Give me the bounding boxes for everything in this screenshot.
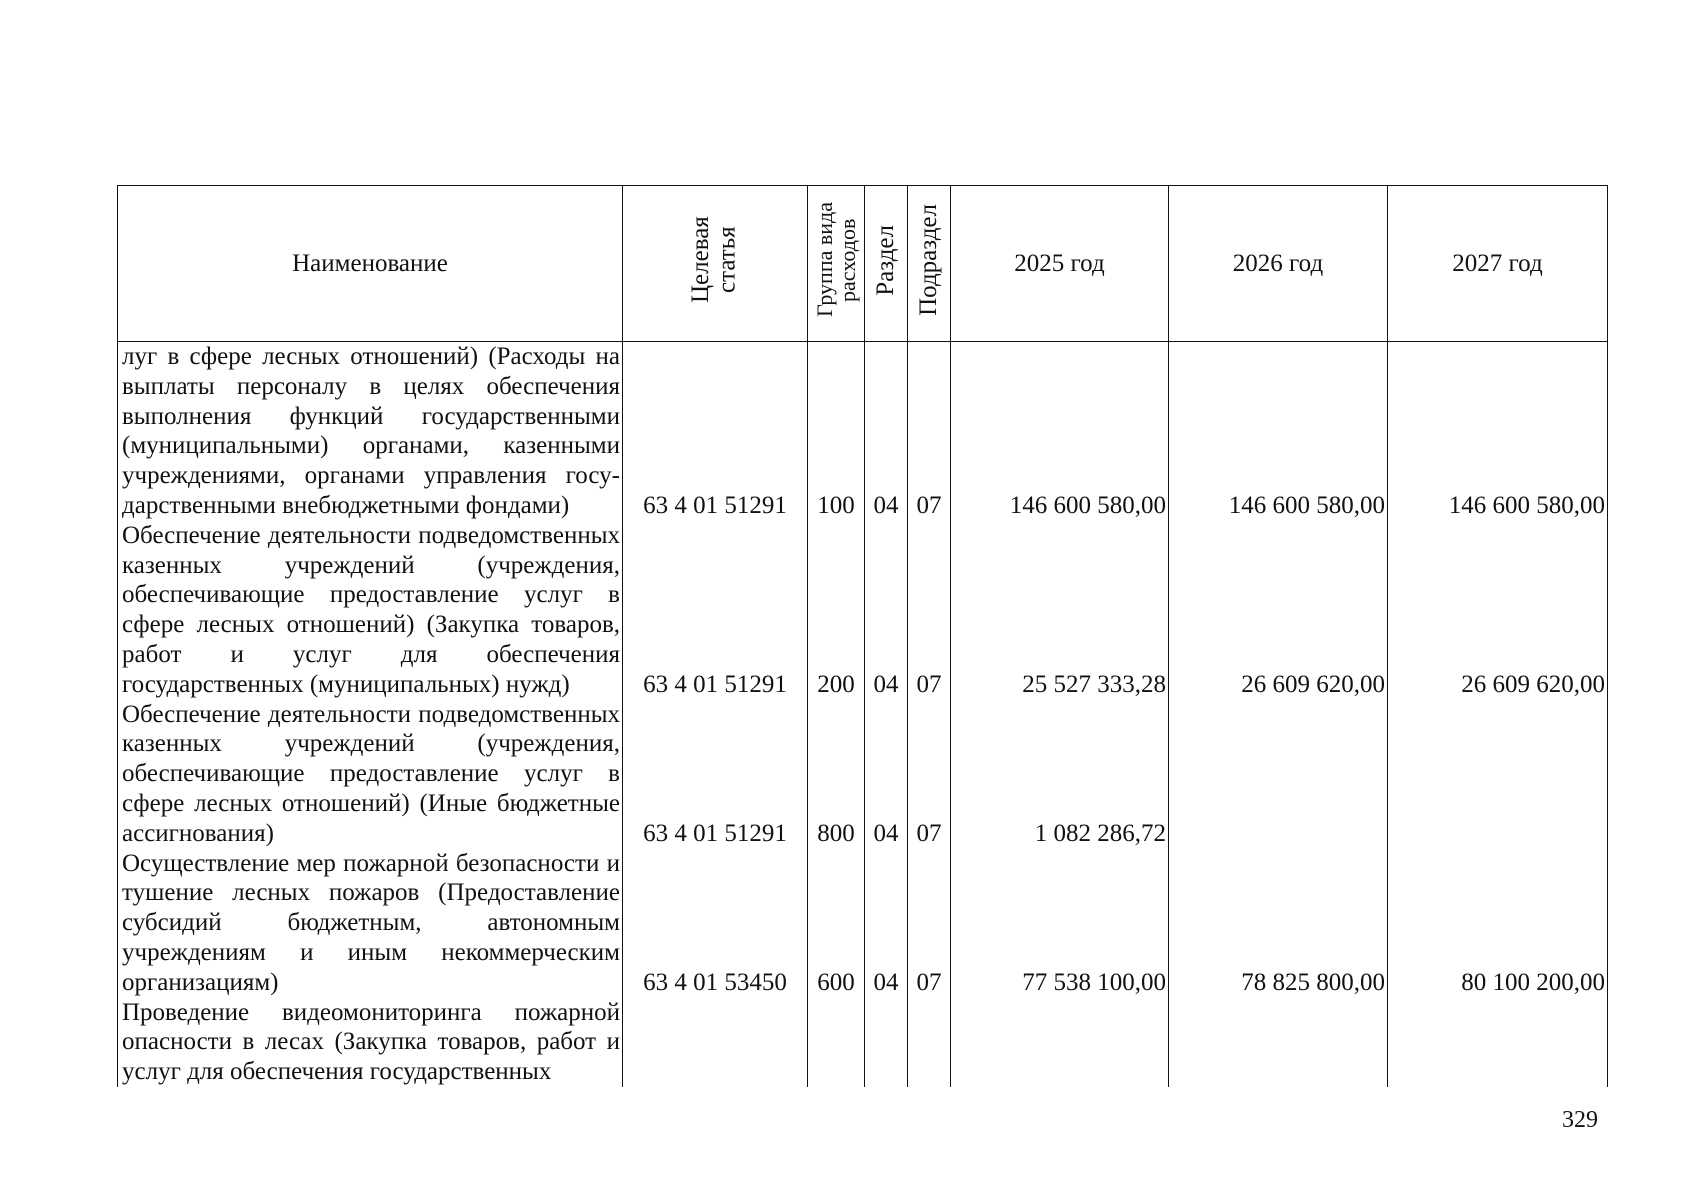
row-group: 800 [808, 700, 865, 849]
row-2027 [1388, 700, 1608, 849]
row-name: Обеспечение деятельности подведомственных казенных учреждений (учреждения, обеспечивающие предоставление услуг в сфере лесных отношений) (Закупка товаров, работ и услуг для обеспечения государственных (муниципальных) нужд) [118, 521, 623, 700]
row-subsection: 07 [908, 521, 951, 700]
header-name: Наименование [118, 186, 623, 342]
row-2027: 146 600 580,00 [1388, 342, 1608, 521]
row-group: 200 [808, 521, 865, 700]
table-row [118, 342, 1608, 521]
row-subsection [908, 998, 951, 1087]
header-year-1: 2025 год [951, 186, 1169, 342]
row-2027: 80 100 200,00 [1388, 849, 1608, 998]
header-subsection [908, 186, 951, 342]
row-section [865, 998, 908, 1087]
row-2027: 26 609 620,00 [1388, 521, 1608, 700]
row-2026: 78 825 800,00 [1169, 849, 1388, 998]
row-subsection: 07 [908, 342, 951, 521]
row-2025: 77 538 100,00 [951, 849, 1169, 998]
table-row [118, 521, 1608, 700]
header-target-article [623, 186, 808, 342]
row-2026: 26 609 620,00 [1169, 521, 1388, 700]
table-row [118, 998, 1608, 1087]
row-2025: 146 600 580,00 [951, 342, 1169, 521]
row-2025: 25 527 333,28 [951, 521, 1169, 700]
row-group [808, 998, 865, 1087]
row-section: 04 [865, 700, 908, 849]
budget-table [117, 185, 1608, 1087]
row-name: Обеспечение деятельности подведомственных казенных учреждений (учреждения, обеспечивающие предоставление услуг в сфере лесных отношений) (Иные бюджетные ассигнования) [118, 700, 623, 849]
row-2025 [951, 998, 1169, 1087]
header-section-label: Раздел [871, 224, 899, 296]
header-target-article-label: Целевая статья [687, 216, 741, 304]
row-group: 100 [808, 342, 865, 521]
row-code: 63 4 01 53450 [623, 849, 808, 998]
row-section: 04 [865, 342, 908, 521]
table-header-row [118, 186, 1608, 342]
header-subsection-label: Подраздел [914, 204, 942, 316]
row-2025: 1 082 286,72 [951, 700, 1169, 849]
row-name: Осуществление мер пожарной безопасности и тушение лесных пожаров (Предоставление субсидий бюджетным, автономным учреждениям и иным некоммерческим организациям) [118, 849, 623, 998]
row-code: 63 4 01 51291 [623, 700, 808, 849]
page-number: 329 [1562, 1107, 1598, 1133]
row-2027 [1388, 998, 1608, 1087]
row-code: 63 4 01 51291 [623, 521, 808, 700]
header-expense-group [808, 186, 865, 342]
row-group: 600 [808, 849, 865, 998]
row-name: Проведение видеомониторинга пожарной опасности в лесах (Закупка товаров, работ и услуг для обеспечения государственных [118, 998, 623, 1087]
row-2026: 146 600 580,00 [1169, 342, 1388, 521]
row-2026 [1169, 700, 1388, 849]
header-year-2: 2026 год [1169, 186, 1388, 342]
row-code [623, 998, 808, 1087]
header-year-3: 2027 год [1388, 186, 1608, 342]
row-section: 04 [865, 521, 908, 700]
row-code: 63 4 01 51291 [623, 342, 808, 521]
header-section [865, 186, 908, 342]
table-row [118, 700, 1608, 849]
row-2026 [1169, 998, 1388, 1087]
header-expense-group-label: Группа вида расходов [811, 202, 860, 318]
row-section: 04 [865, 849, 908, 998]
table-row [118, 849, 1608, 998]
row-subsection: 07 [908, 849, 951, 998]
row-subsection: 07 [908, 700, 951, 849]
row-name: луг в сфере лесных отношений) (Расходы на выплаты персоналу в целях обеспечения выполнения функций государственными (муниципальными) органами, казенными учреждениями, органами управления государственными внебюджетными фондами) [118, 342, 623, 521]
